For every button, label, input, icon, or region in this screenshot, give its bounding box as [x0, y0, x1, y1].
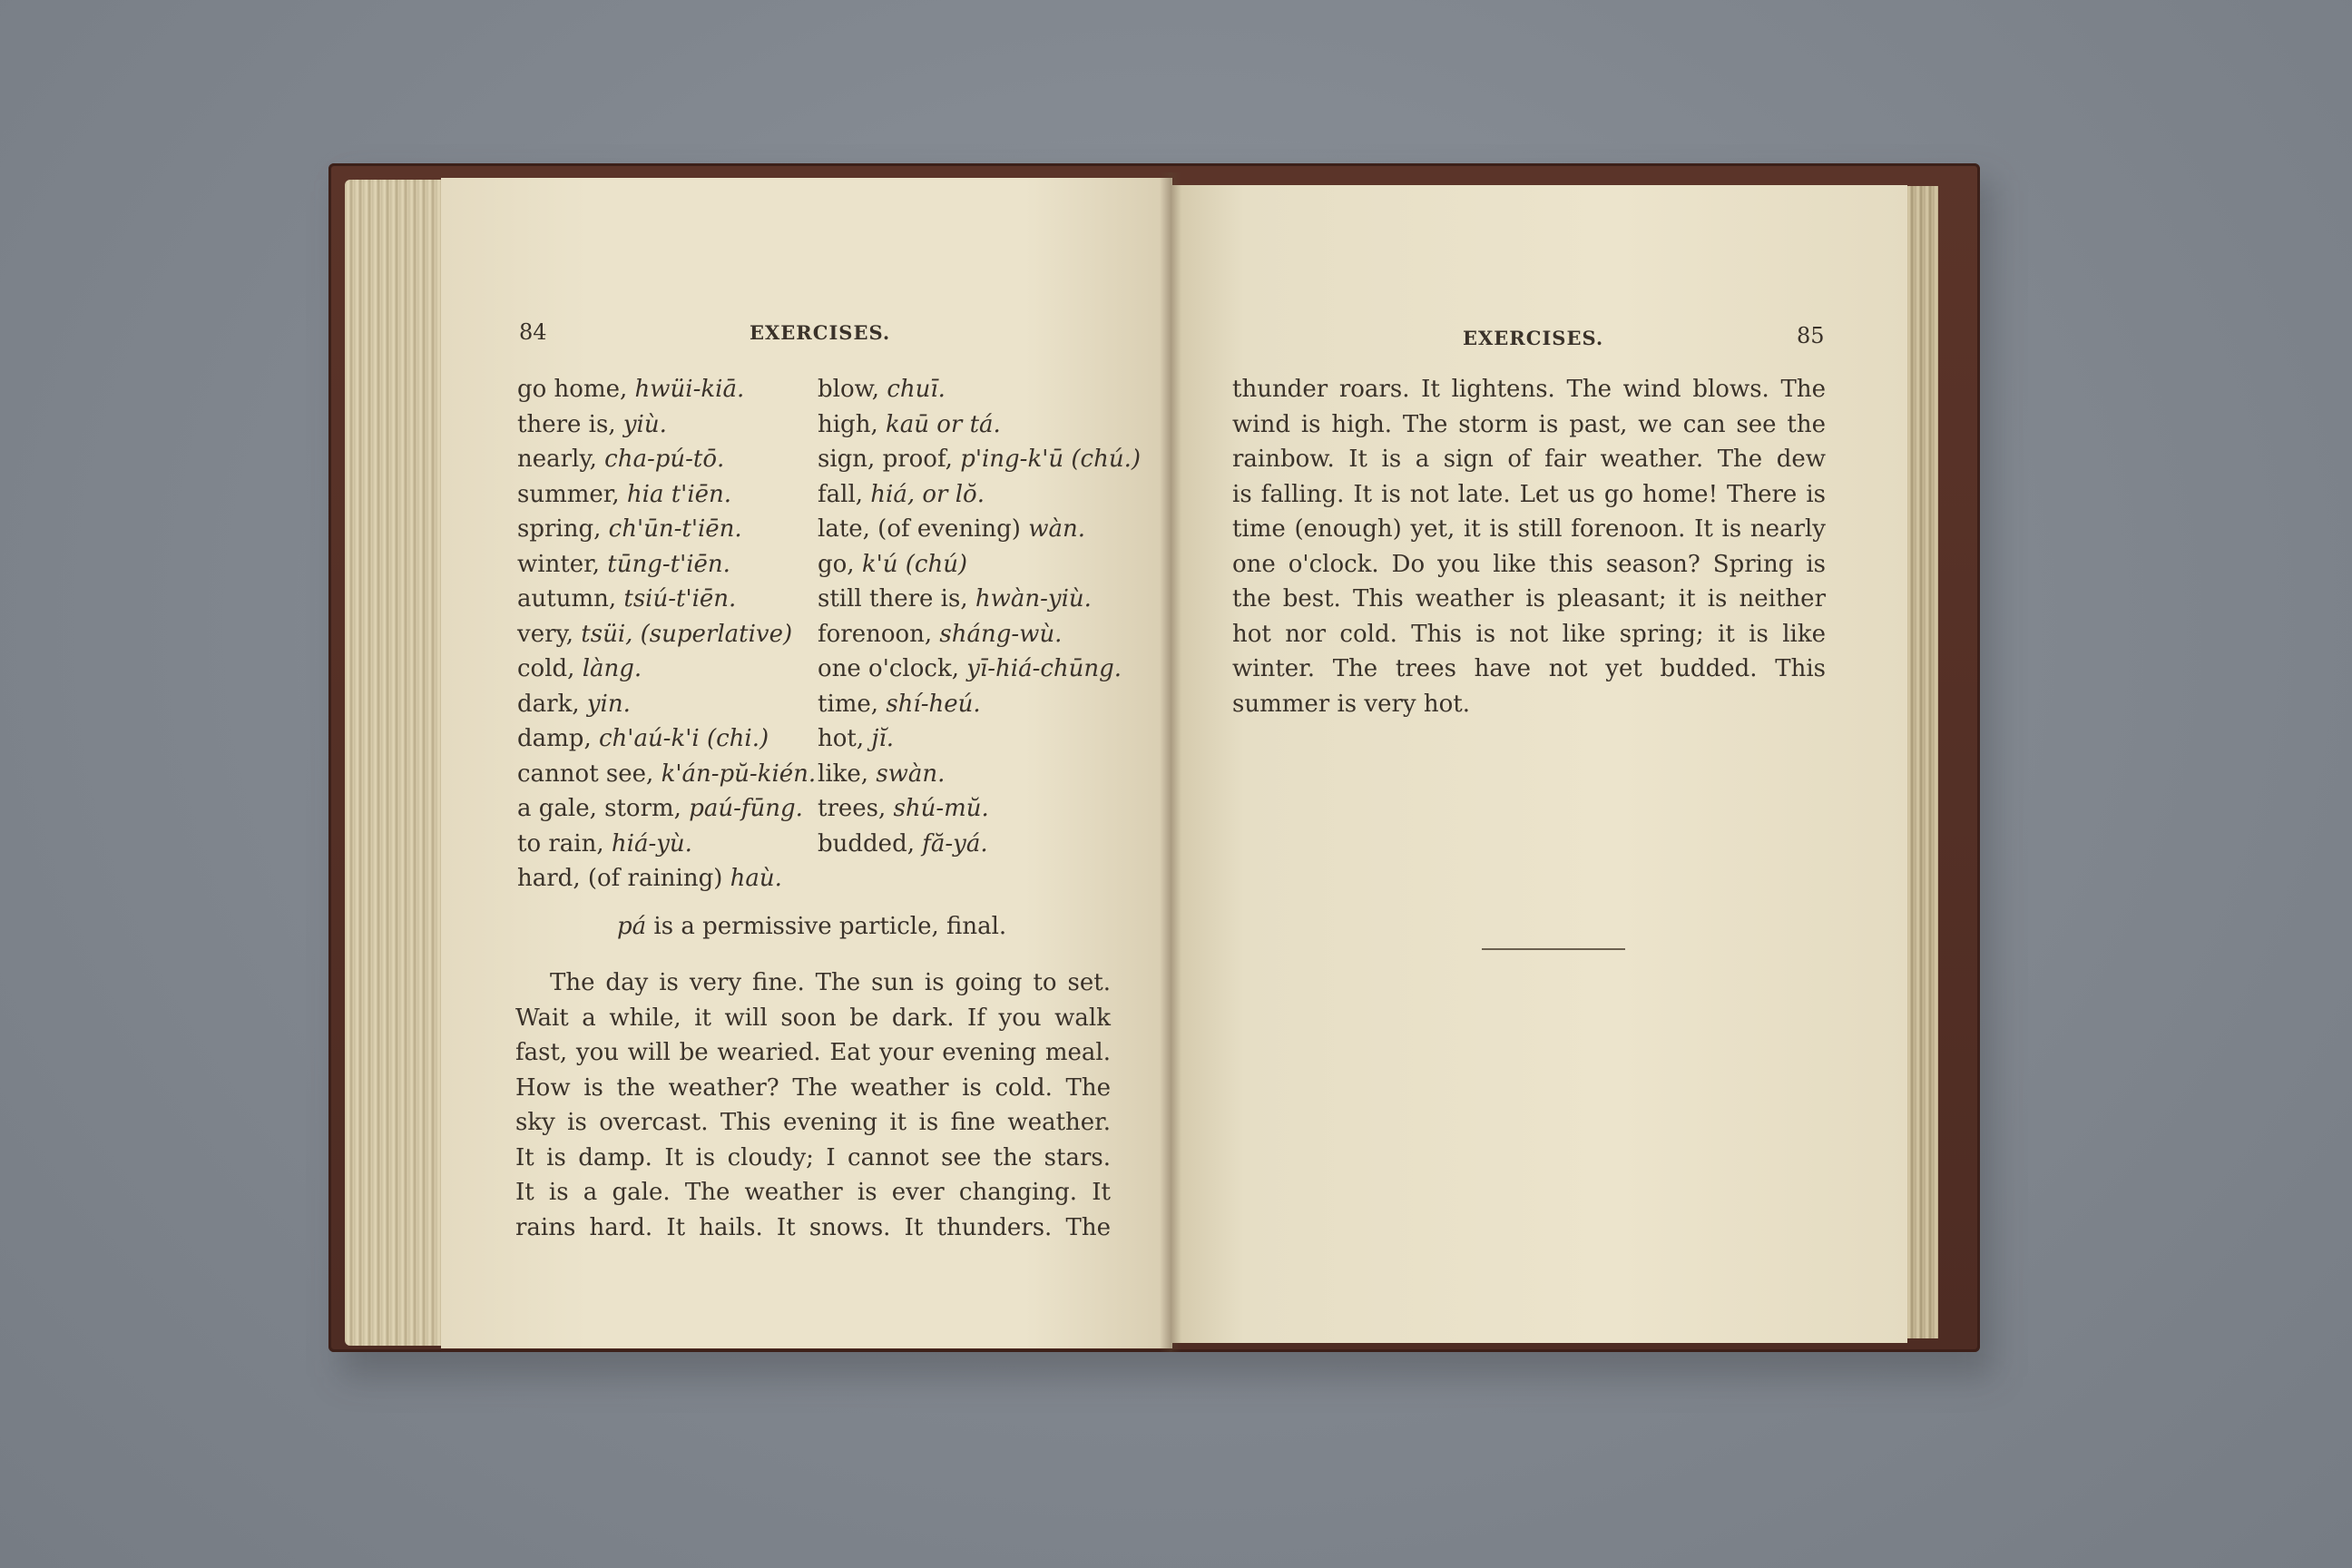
vocab-entry: [517, 617, 816, 652]
vocab-entry: [517, 652, 816, 687]
text-line: How is the weather? The weather is cold. The: [515, 1073, 1111, 1102]
vocab-entry: [517, 721, 816, 757]
text-line: rains hard. It hails. It snows. It thunders. The: [515, 1213, 1111, 1241]
text-line: the best. This weather is pleasant; it is neither: [1232, 585, 1826, 612]
vocab-term: hard, (of raining): [517, 865, 723, 892]
vocab-term: a gale, storm,: [517, 795, 681, 822]
vocab-entry: [517, 407, 816, 443]
book-gutter: [1160, 172, 1181, 1352]
vocab-romanization: chuī.: [887, 376, 946, 403]
vocab-entry: [818, 372, 1141, 407]
particle-note: [617, 913, 1006, 940]
text-line: is falling. It is not late. Let us go home! There is: [1232, 480, 1826, 508]
vocab-romanization: làng.: [582, 655, 642, 682]
vocab-term: dark,: [517, 690, 580, 718]
vocab-romanization: kaū or tá.: [885, 410, 1001, 438]
text-line: rainbow. It is a sign of fair weather. The dew: [1232, 446, 1826, 473]
vocab-romanization: hia t'iēn.: [626, 480, 732, 508]
vocab-entry: [818, 617, 1141, 652]
vocab-romanization: fă-yá.: [922, 829, 988, 858]
vocab-term: there is,: [517, 410, 616, 438]
left-exercise-paragraph: [515, 965, 1111, 1245]
vocab-romanization: hwàn-yiù.: [975, 585, 1092, 612]
vocab-romanization: haù.: [730, 865, 782, 892]
text-line: It is damp. It is cloudy; I cannot see the stars.: [515, 1143, 1111, 1171]
vocab-entry: [517, 791, 816, 827]
note-roman: pá: [617, 913, 647, 940]
vocab-term: one o'clock,: [818, 655, 959, 682]
vocab-romanization: shí-heú.: [886, 690, 981, 718]
vocab-entry: [818, 757, 1141, 792]
vocab-term: cannot see,: [517, 760, 654, 788]
vocab-term: winter,: [517, 550, 600, 578]
vocab-entry: [818, 721, 1141, 757]
left-running-head: EXERCISES.: [750, 321, 891, 344]
vocab-entry: [818, 442, 1141, 477]
vocab-entry: [517, 512, 816, 547]
vocab-romanization: k'án-pŭ-kién.: [661, 760, 817, 788]
vocab-term: trees,: [818, 795, 887, 822]
vocab-term: nearly,: [517, 446, 597, 473]
vocab-entry: [517, 687, 816, 722]
vocab-romanization: ch'ūn-t'iēn.: [608, 515, 742, 543]
section-rule: [1482, 948, 1625, 950]
vocab-entry: [818, 827, 1141, 862]
vocab-entry: [818, 791, 1141, 827]
vocab-entry: [517, 372, 816, 407]
vocab-romanization: hwüi-kiā.: [634, 376, 745, 403]
vocab-romanization: yiù.: [622, 410, 667, 438]
right-exercise-paragraph: [1232, 372, 1826, 721]
vocab-entry: [818, 582, 1141, 617]
vocab-romanization: jĭ.: [871, 725, 895, 752]
vocab-term: summer,: [517, 480, 620, 508]
vocab-entry: [517, 757, 816, 792]
vocab-term: cold,: [517, 655, 575, 682]
vocab-column-2: [818, 372, 1141, 861]
vocab-entry: [818, 512, 1141, 547]
vocab-romanization: paú-fūng.: [689, 795, 803, 822]
left-page-number: 84: [519, 319, 547, 345]
text-line: sky is overcast. This evening it is fine weather.: [515, 1109, 1111, 1136]
text-line: wind is high. The storm is past, we can see the: [1232, 410, 1826, 438]
right-running-head: EXERCISES.: [1463, 327, 1604, 349]
vocab-romanization: p'ing-k'ū (chú.): [960, 446, 1141, 473]
vocab-romanization: k'ú (chú): [861, 550, 968, 578]
vocab-romanization: swàn.: [876, 760, 946, 788]
vocab-entry: [517, 827, 816, 862]
vocab-romanization: tūng-t'iēn.: [607, 550, 730, 578]
vocab-romanization: hiá, or lŏ.: [870, 480, 985, 508]
text-line: fast, you will be wearied. Eat your evening meal.: [515, 1039, 1111, 1066]
vocab-entry: [818, 652, 1141, 687]
right-page-number: 85: [1797, 323, 1825, 348]
text-line: thunder roars. It lightens. The wind blows. The: [1232, 376, 1826, 403]
vocab-column-1: [517, 372, 816, 897]
vocab-entry: [818, 477, 1141, 513]
text-line: one o'clock. Do you like this season? Spring is: [1232, 550, 1826, 578]
vocab-romanization: tsüi, (superlative): [581, 620, 793, 648]
vocab-term: go,: [818, 550, 855, 578]
text-line: time (enough) yet, it is still forenoon. It is nearly: [1232, 515, 1826, 543]
vocab-term: time,: [818, 690, 879, 718]
vocab-term: high,: [818, 410, 878, 438]
text-line: It is a gale. The weather is ever changing. It: [515, 1179, 1111, 1206]
vocab-term: still there is,: [818, 585, 968, 612]
vocab-entry: [517, 582, 816, 617]
vocab-term: very,: [517, 620, 574, 648]
vocab-term: fall,: [818, 480, 864, 508]
vocab-entry: [517, 861, 816, 897]
vocab-entry: [818, 687, 1141, 722]
vocab-romanization: ch'aú-k'i (chi.): [598, 725, 769, 752]
vocab-term: to rain,: [517, 829, 604, 858]
vocab-entry: [818, 547, 1141, 583]
vocab-entry: [517, 547, 816, 583]
vocab-entry: [517, 442, 816, 477]
text-line: The day is very fine. The sun is going to set.: [550, 969, 1111, 996]
vocab-entry: [818, 407, 1141, 443]
text-line: Wait a while, it will soon be dark. If you walk: [515, 1004, 1111, 1032]
right-page: [1171, 185, 1907, 1343]
note-text: is a permissive particle, final.: [653, 913, 1007, 940]
vocab-term: spring,: [517, 515, 602, 543]
vocab-romanization: cha-pú-tō.: [604, 446, 725, 473]
text-line: hot nor cold. This is not like spring; it is like: [1232, 620, 1826, 648]
vocab-romanization: tsiú-t'iēn.: [623, 585, 737, 612]
vocab-romanization: sháng-wù.: [939, 620, 1063, 648]
vocab-romanization: yī-hiá-chūng.: [966, 655, 1122, 682]
vocab-term: sign, proof,: [818, 446, 953, 473]
vocab-term: hot,: [818, 725, 865, 752]
vocab-term: go home,: [517, 376, 628, 403]
text-line: summer is very hot.: [1232, 690, 1470, 718]
vocab-term: budded,: [818, 829, 915, 858]
vocab-romanization: hiá-yù.: [611, 829, 692, 858]
vocab-entry: [517, 477, 816, 513]
vocab-term: blow,: [818, 376, 880, 403]
vocab-romanization: yin.: [586, 690, 631, 718]
vocab-romanization: wàn.: [1028, 515, 1085, 543]
vocab-term: autumn,: [517, 585, 617, 612]
vocab-term: late, (of evening): [818, 515, 1021, 543]
vocab-term: like,: [818, 760, 869, 788]
vocab-term: damp,: [517, 725, 592, 752]
vocab-term: forenoon,: [818, 620, 933, 648]
text-line: winter. The trees have not yet budded. This: [1232, 655, 1826, 682]
page-edges-left: [345, 180, 445, 1346]
vocab-romanization: shú-mŭ.: [893, 795, 989, 822]
